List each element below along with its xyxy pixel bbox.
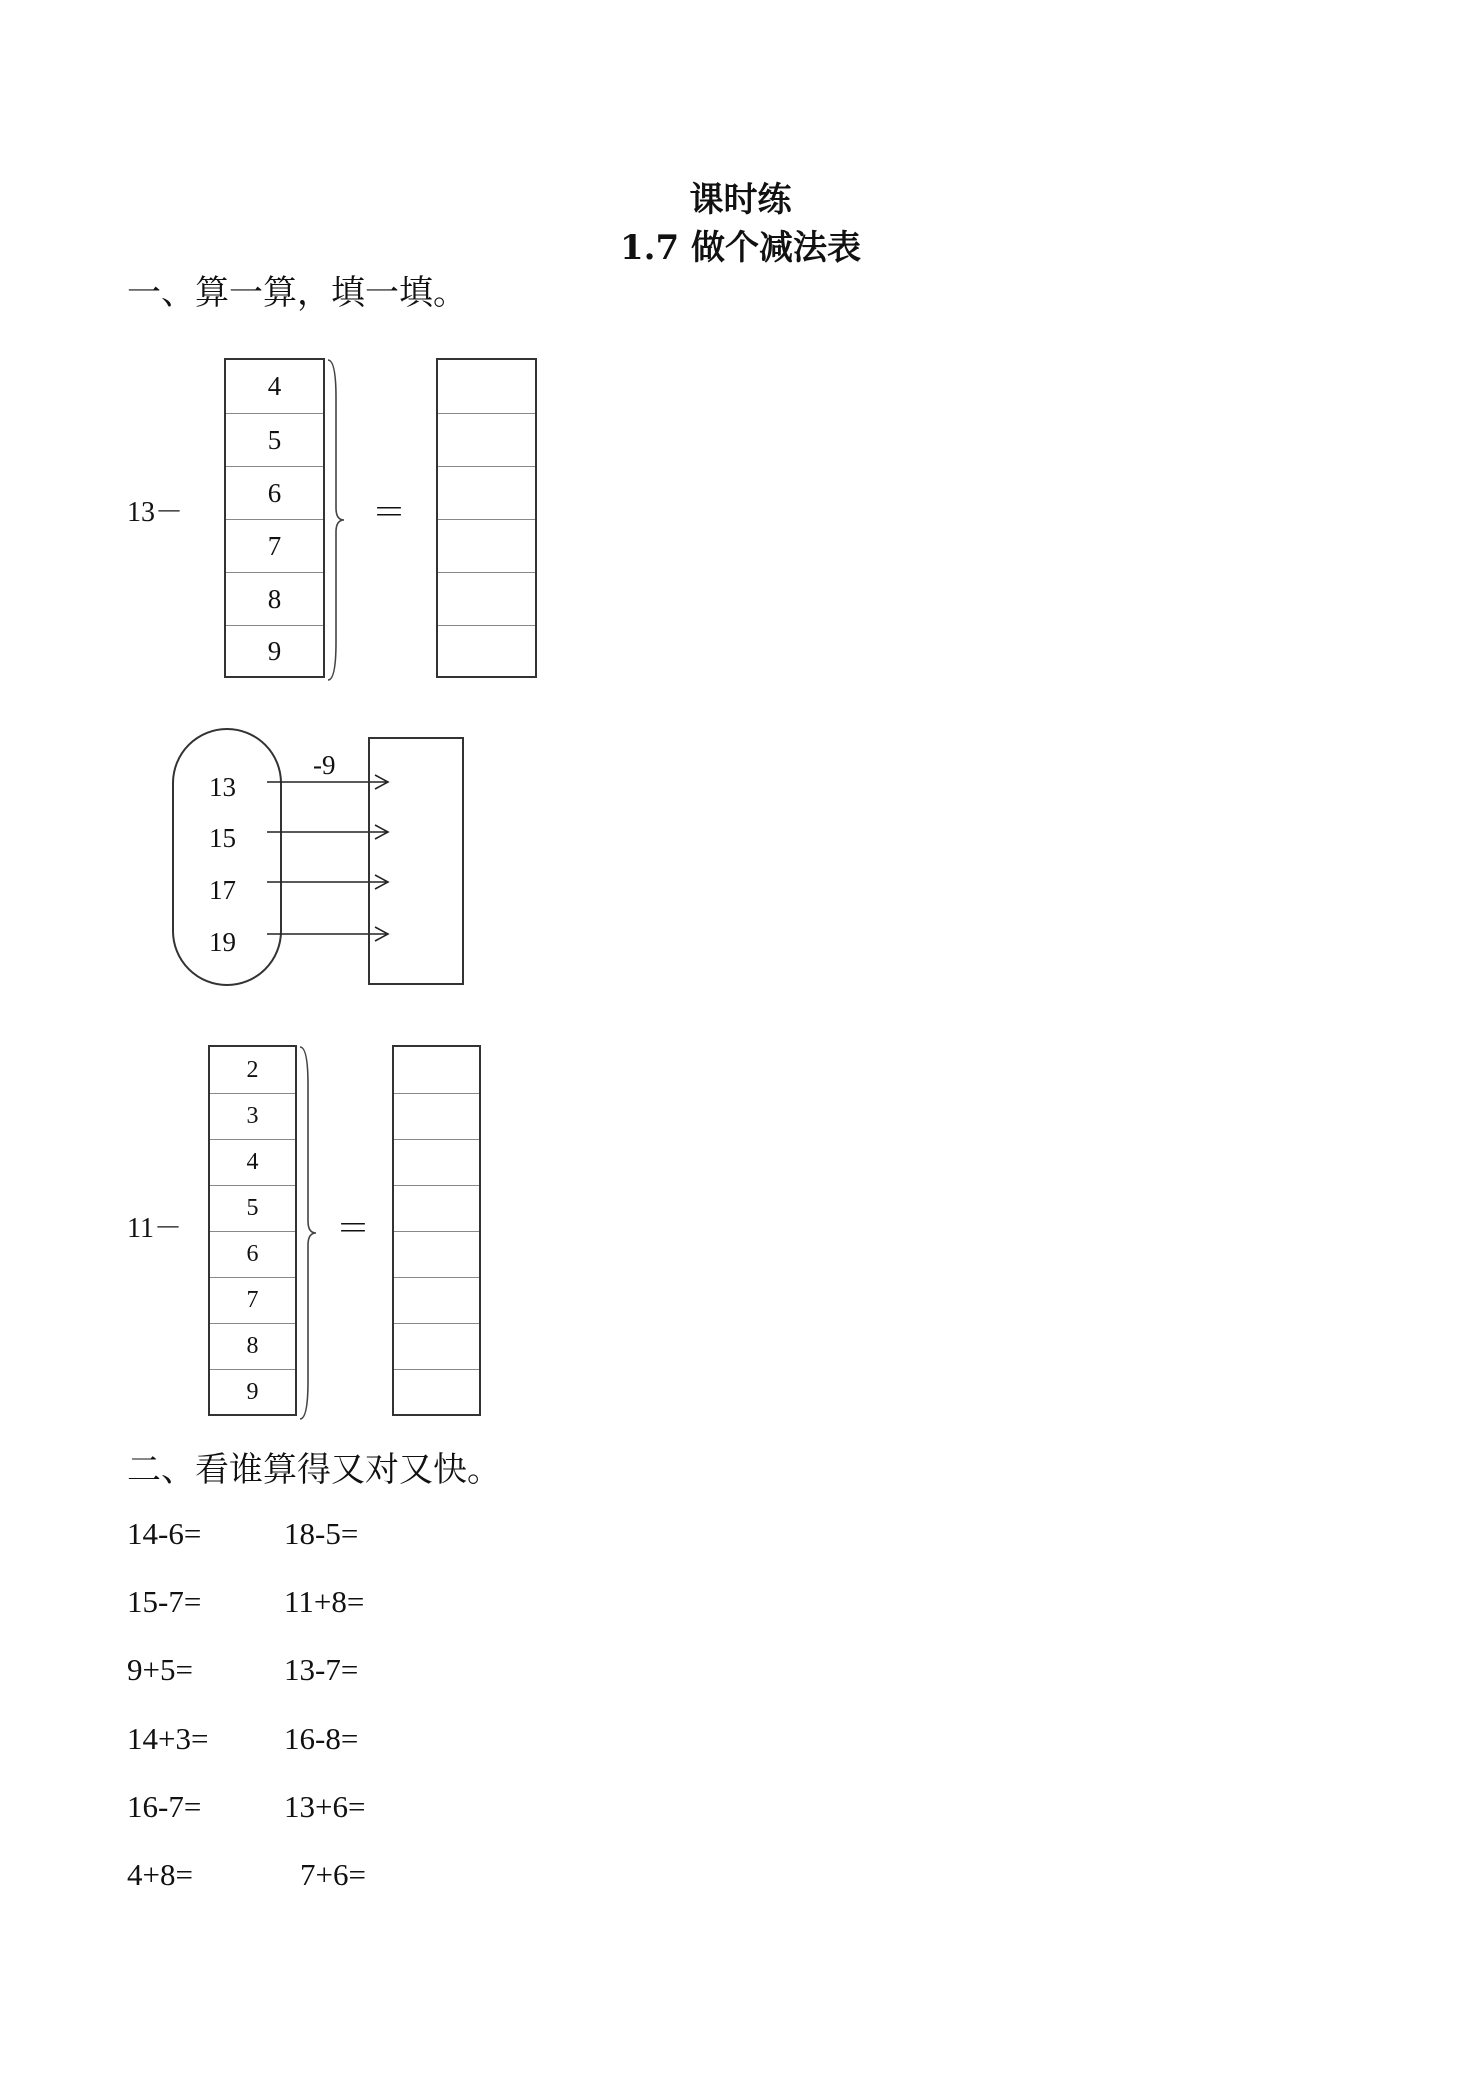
subtrahend-cell: 8 — [226, 572, 323, 625]
output-box[interactable] — [368, 737, 464, 985]
answer-cell[interactable] — [394, 1323, 479, 1369]
minuend-label-13: 13－ — [127, 497, 184, 528]
subtrahend-cell: 5 — [210, 1185, 295, 1231]
subtrahend-cell: 6 — [226, 466, 323, 519]
problem: 15-7= — [127, 1584, 202, 1619]
answer-cell[interactable] — [438, 572, 535, 625]
subtrahend-cell: 4 — [267, 371, 282, 401]
answer-cell[interactable] — [394, 1139, 479, 1185]
input-number: 19 — [209, 927, 236, 957]
input-number: 17 — [209, 875, 236, 905]
subtrahend-column-1 — [224, 358, 325, 678]
answer-cell[interactable] — [438, 625, 535, 676]
answer-cell[interactable] — [394, 1277, 479, 1323]
subtrahend-cell: 9 — [226, 625, 323, 676]
minuend-label-11: 11－ — [127, 1213, 182, 1244]
answer-column-1[interactable] — [436, 358, 537, 678]
answer-cell[interactable] — [394, 1185, 479, 1231]
problem: 16-7= — [127, 1789, 202, 1824]
problem: 14-6= — [127, 1516, 202, 1551]
input-number: 13 — [209, 772, 236, 802]
problem: 7+6= — [300, 1857, 366, 1892]
section1-heading: 一、算一算，填一填。 — [127, 273, 467, 313]
problem: 13+6= — [284, 1789, 366, 1824]
operation-label: -9 — [313, 750, 336, 780]
brace-1 — [326, 358, 352, 682]
subtrahend-cell: 5 — [226, 413, 323, 466]
subtrahend-cell: 7 — [226, 519, 323, 572]
subtrahend-cell: 8 — [210, 1323, 295, 1369]
answer-cell[interactable] — [394, 1231, 479, 1277]
page-title: 课时练 — [689, 180, 792, 220]
answer-column-3[interactable] — [392, 1045, 481, 1416]
brace-3 — [298, 1045, 324, 1421]
subtrahend-cell: 7 — [210, 1277, 295, 1323]
subtrahend-cell: 4 — [210, 1139, 295, 1185]
problem: 11+8= — [284, 1584, 365, 1619]
input-number: 15 — [209, 823, 236, 853]
answer-cell[interactable] — [394, 1369, 479, 1414]
problem: 14+3= — [127, 1721, 209, 1756]
subtrahend-cell: 2 — [246, 1056, 259, 1083]
answer-cell[interactable] — [438, 466, 535, 519]
answer-cell[interactable] — [438, 413, 535, 466]
problem: 13-7= — [284, 1652, 359, 1687]
page-subtitle: 1.7 做个减法表 — [620, 228, 861, 268]
section2-heading: 二、看谁算得又对又快。 — [127, 1450, 501, 1490]
answer-cell[interactable] — [438, 519, 535, 572]
answer-cell[interactable] — [438, 360, 535, 413]
subtrahend-cell: 3 — [210, 1093, 295, 1139]
problem: 4+8= — [127, 1857, 193, 1892]
problem: 9+5= — [127, 1652, 193, 1687]
equals-sign-1: ＝ — [372, 493, 406, 533]
answer-cell[interactable] — [394, 1047, 479, 1093]
subtrahend-cell: 6 — [210, 1231, 295, 1277]
subtrahend-cell: 9 — [210, 1369, 295, 1414]
problem: 16-8= — [284, 1721, 359, 1756]
equals-sign-3: ＝ — [336, 1209, 370, 1249]
problem: 18-5= — [284, 1516, 359, 1551]
answer-cell[interactable] — [394, 1093, 479, 1139]
subtrahend-column-3 — [208, 1045, 297, 1416]
